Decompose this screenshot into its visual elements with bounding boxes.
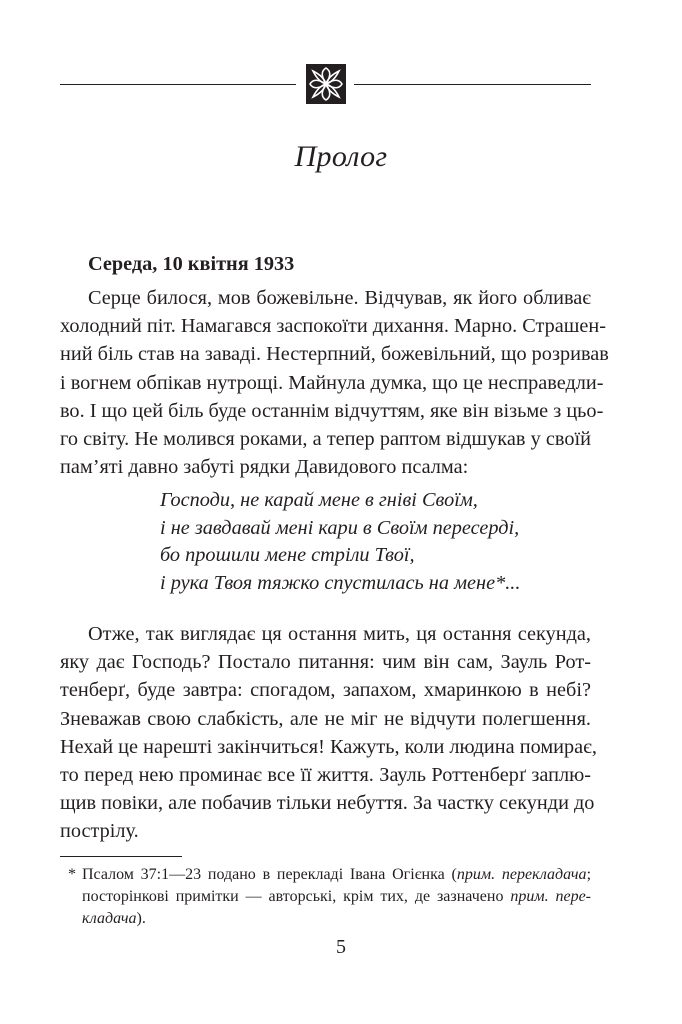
divider-rule-left bbox=[60, 84, 296, 85]
paragraph-closing bbox=[60, 620, 597, 846]
footnote-line bbox=[60, 886, 591, 908]
footnote-text: ; bbox=[586, 866, 592, 883]
poem-line: Господи, не карай мене в гніві Своїм, bbox=[160, 489, 478, 511]
paragraph-line: во. І що цей біль буде останнім відчуттям, яке він візьме з цьо- bbox=[60, 399, 604, 422]
paragraph-line: то перед нею проминає все її життя. Зауль Роттенберґ заплю- bbox=[60, 764, 591, 787]
paragraph-line: яку дає Господь? Постало питання: чим він сам, Зауль Рот- bbox=[60, 651, 591, 674]
footnote-text: Псалом 37:1—23 подано в перекладі Івана Огієнка ( bbox=[82, 866, 457, 883]
poem-line: і не завдавай мені кари в Своїм пересерді, bbox=[160, 516, 520, 539]
paragraph-line: Отже, так виглядає ця остання мить, ця остання секунда, bbox=[88, 623, 591, 645]
paragraph-line: Серце билося, мов божевільне. Відчував, як його обливає bbox=[88, 287, 591, 309]
paragraph-line: пострілу. bbox=[60, 820, 139, 843]
divider-rule-right bbox=[354, 84, 591, 85]
footnote bbox=[60, 864, 591, 930]
quatrefoil-ornament-icon bbox=[305, 63, 347, 105]
footnote-italic-note: прим. пере- bbox=[510, 888, 592, 905]
paragraph-line: тенберґ, буде завтра: спогадом, запахом, хмаринкою в небі? bbox=[60, 679, 591, 702]
psalm-quote bbox=[160, 487, 520, 597]
chapter-ornament-divider bbox=[60, 62, 591, 102]
footnote-text: посторінкові примітки — авторські, крім тих, де зазначено bbox=[82, 888, 511, 905]
paragraph-line: Зневажав свою слабкість, але не міг не відчути полегшення. bbox=[60, 707, 591, 730]
paragraph-line: го світу. Не молився роками, а тепер раптом відшукав у своїй bbox=[60, 428, 591, 451]
paragraph-line: пам’яті давно забуті рядки Давидового псалма: bbox=[60, 456, 469, 479]
paragraph-opening bbox=[60, 284, 609, 481]
paragraph-line: холодний піт. Намагався заспокоїти дихання. Марно. Страшен- bbox=[60, 315, 607, 338]
paragraph-line: Нехай це нарешті закінчиться! Кажуть, коли людина помирає, bbox=[60, 735, 597, 758]
poem-line: і рука Твоя тяжко спустилась на мене*... bbox=[160, 571, 521, 594]
paragraph-line: щив повіки, але побачив тільки небуття. За частку секунди до bbox=[60, 792, 595, 815]
paragraph-line: і вогнем обпікав нутрощі. Майнула думка, що це несправедли- bbox=[60, 371, 604, 394]
chapter-title: Пролог bbox=[294, 140, 388, 173]
footnote-italic-note: кладача bbox=[82, 910, 137, 927]
poem-line: бо прошили мене стріли Твої, bbox=[160, 544, 415, 566]
paragraph-line: ний біль став на заваді. Нестерпний, божевільний, що розривав bbox=[60, 343, 609, 366]
footnote-marker: * bbox=[68, 866, 76, 883]
footnote-line bbox=[60, 864, 591, 886]
footnote-text: ). bbox=[136, 910, 146, 927]
footnote-separator bbox=[60, 856, 182, 857]
footnote-line bbox=[60, 908, 591, 930]
footnote-italic-note: прим. перекладача bbox=[456, 866, 587, 883]
page-number: 5 bbox=[336, 936, 346, 958]
section-date-heading: Середа, 10 квітня 1933 bbox=[88, 253, 295, 275]
